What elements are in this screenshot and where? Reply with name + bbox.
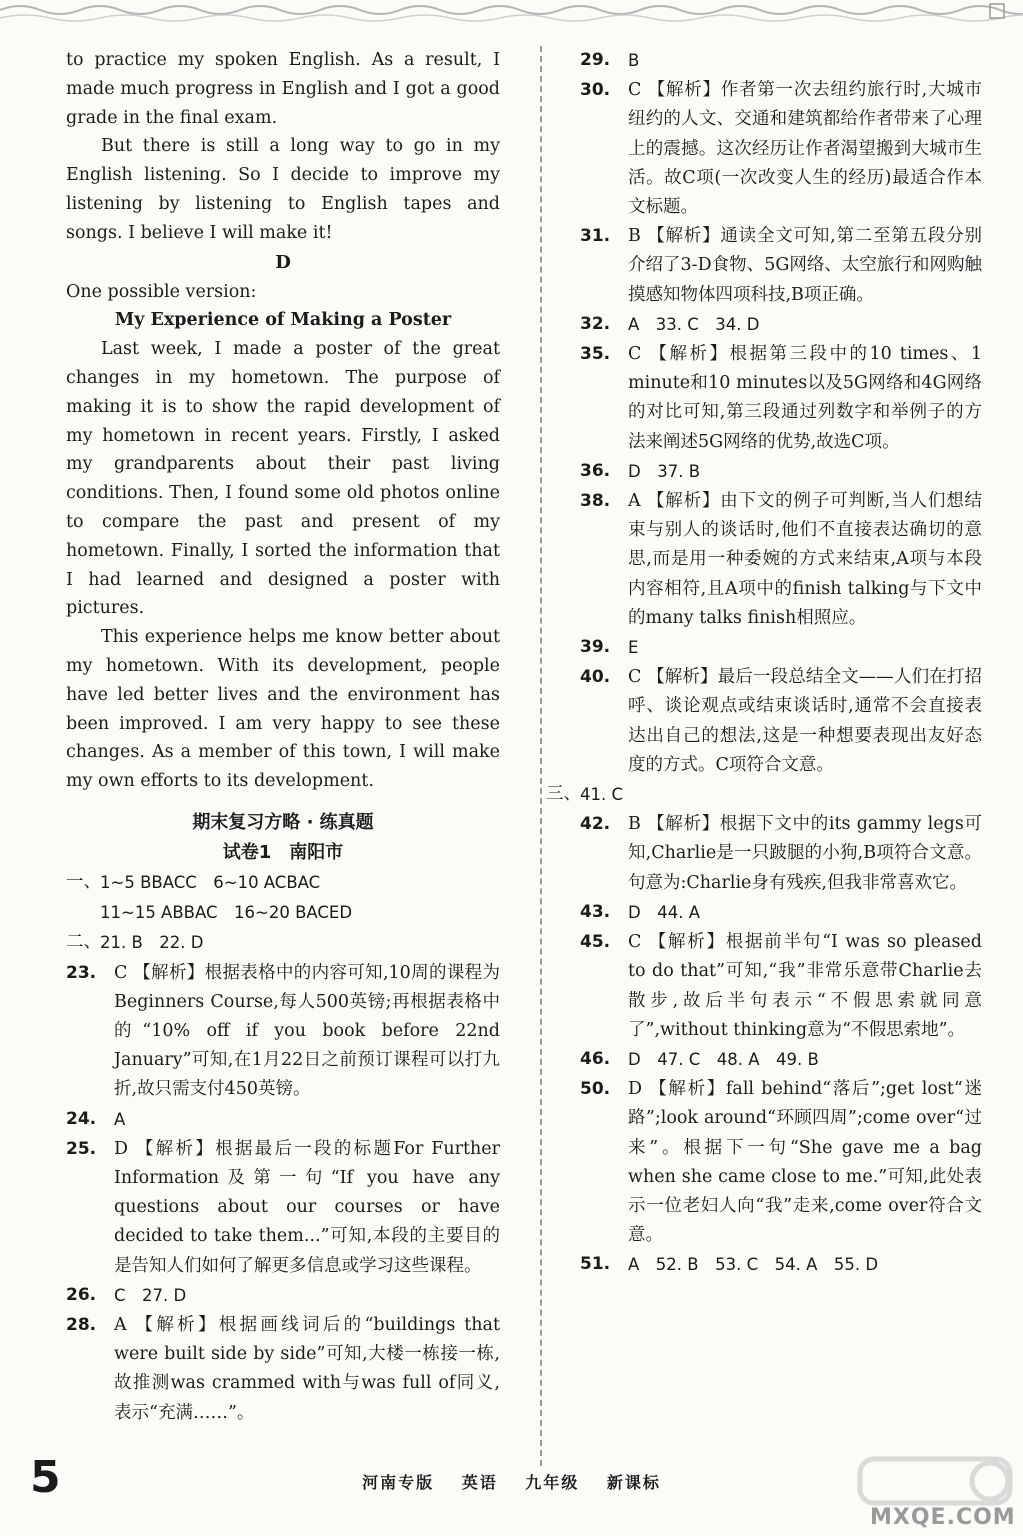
footer-curriculum: 新课标 (606, 1473, 661, 1492)
footer-edition: 河南专版 (362, 1473, 435, 1492)
item-text: D 47. C 48. A 49. B (628, 1049, 819, 1069)
top-decorative-border (0, 0, 1023, 28)
item-text: A 52. B 53. C 54. A 55. D (628, 1255, 879, 1275)
item-text: C 【解析】最后一段总结全文——人们在打招呼、谈论观点或结束谈话时,通常不会直接表达出自己的想法,这是一种想要表现出友好态度的方式。C项符合文意。 (628, 667, 982, 775)
answer-item-28 (66, 1311, 500, 1428)
answer-item-51 (580, 1250, 982, 1280)
answer-item-29 (580, 46, 982, 76)
item-number: 42. (580, 814, 611, 835)
item-text: A 【解析】根据画线词后的“buildings that were built side by side”可知,大楼一栋接一栋,故推测was crammed with与was full of同义,表示“充满……”。 (114, 1314, 500, 1423)
section-marker: 三、 (546, 784, 581, 805)
version-label: One possible version: (66, 281, 257, 302)
item-text: C 【解析】根据前半句“I was so pleased to do that”可知,“我”非常乐意带Charlie去散步,故后半句表示“不假思索就同意了”,without thinking意为“不假思索地”。 (628, 932, 982, 1040)
item-text: D 37. B (628, 461, 701, 481)
essay-paragraph-4: This experience helps me know better about my hometown. With its development, people have led better lives and the environment has been improved. I am very happy to see these changes. As a member of this town, I will make my own efforts to its development. (66, 627, 500, 792)
item-text: D 【解析】fall behind“落后”;get lost“迷路”;look around“环顾四周”;come over“过来”。根据下一句“She gave me a bag when she came close to me.”可知,此处表示一位老妇人向“我”走来,come over符合文意。 (628, 1079, 982, 1246)
item-text: B 【解析】根据下文中的its gammy legs可知,Charlie是一只跛腿的小狗,B项符合文意。句意为:Charlie身有残疾,但我非常喜欢它。 (628, 814, 982, 893)
answer-item-32 (580, 310, 982, 340)
answer-row-section-2 (66, 928, 500, 958)
item-text: B (628, 51, 640, 70)
item-number: 38. (580, 491, 611, 512)
item-text: A 【解析】由下文的例子可判断,当人们想结束与别人的谈话时,他们不直接表达确切的意思,而是用一种委婉的方式来结束,A项与本段内容相符,且A项中的finish talking与下文中的many talks finish相照应。 (628, 491, 982, 628)
section-heading-d: D (275, 251, 291, 273)
item-text: D 44. A (628, 902, 700, 922)
essay-title: My Experience of Making a Poster (114, 310, 452, 331)
item-number: 32. (580, 313, 611, 334)
answer-text: 41. C (580, 785, 624, 805)
answer-item-42 (580, 810, 982, 898)
section-marker: 一、 (66, 871, 101, 892)
watermark-site: MXQE.COM (870, 1505, 1016, 1530)
item-text: A 33. C 34. D (628, 314, 760, 334)
item-number: 46. (580, 1048, 611, 1069)
essay-paragraph-3: Last week, I made a poster of the great changes in my hometown. The purpose of making it is to show the rapid development of my hometown in recent years. Firstly, I asked my grandparents about their past living conditions. Then, I found some old photos online to compare the past and present of my hometown. Finally, I sorted the information that I had learned and designed a poster with pictures. (66, 339, 500, 619)
section-marker: 二、 (66, 932, 101, 953)
item-text: C 【解析】根据表格中的内容可知,10周的课程为Beginners Course,每人500英镑;再根据表格中的“10% off if you book before 22nd January”可知,在1月22日之前预订课程可以打九折,故只需支付450英镑。 (114, 962, 500, 1100)
answer-row-section-1b (66, 898, 500, 928)
answer-item-26 (66, 1281, 500, 1311)
answer-item-35 (580, 340, 982, 457)
answer-item-46 (580, 1045, 982, 1075)
answer-row-section-3 (546, 780, 982, 810)
item-number: 23. (66, 962, 97, 983)
item-number: 30. (580, 80, 611, 101)
item-number: 35. (580, 344, 611, 365)
answer-text: 21. B 22. D (100, 933, 204, 953)
item-number: 31. (580, 226, 611, 247)
item-number: 40. (580, 667, 611, 688)
item-number: 24. (66, 1108, 97, 1129)
item-number: 45. (580, 932, 611, 953)
section-subtitle: 试卷1 南阳市 (222, 841, 344, 863)
item-text: D 【解析】根据最后一段的标题For Further Information及第一句“If you have any questions about our courses or have decided to take them...”可知,本段的主要目的是告知人们如何了解更多信息或学习这些课程。 (114, 1138, 500, 1276)
item-text: C 27. D (114, 1285, 187, 1305)
right-column (546, 46, 982, 1281)
column-divider (540, 46, 542, 1466)
item-text: C 【解析】根据第三段中的10 times、1 minute和10 minutes以及5G网络和4G网络的对比可知,第三段通过列数字和举例子的方法来阐述5G网络的优势,故选C项。 (628, 344, 982, 452)
answer-item-36 (580, 457, 982, 487)
answer-item-50 (580, 1075, 982, 1250)
essay-paragraph-1: to practice my spoken English. As a result, I made much progress in English and I got a good grade in the final exam. (66, 50, 500, 128)
answer-item-30 (580, 76, 982, 222)
answer-item-23 (66, 959, 500, 1105)
page-number: 5 (30, 1452, 61, 1503)
answer-item-45 (580, 928, 982, 1045)
section-title: 期末复习方略 · 练真题 (192, 811, 374, 833)
item-number: 29. (580, 50, 611, 70)
item-number: 25. (66, 1138, 97, 1159)
answer-item-24 (66, 1105, 500, 1135)
answer-text: 11~15 ABBAC 16~20 BACED (100, 903, 353, 923)
item-number: 51. (580, 1254, 611, 1275)
footer-grade: 九年级 (525, 1473, 580, 1492)
footer-subject: 英语 (461, 1473, 498, 1492)
item-number: 28. (66, 1314, 97, 1335)
item-text: E (628, 638, 639, 658)
answer-text: 1~5 BBACC 6~10 ACBAC (100, 872, 321, 892)
item-number: 39. (580, 637, 611, 658)
item-number: 36. (580, 460, 611, 481)
essay-paragraph-2: But there is still a long way to go in my English listening. So I decide to improve my listening by listening to English tapes and songs. I believe I will make it! (66, 136, 500, 243)
item-number: 50. (580, 1079, 611, 1100)
item-text: C 【解析】作者第一次去纽约旅行时,大城市纽约的人文、交通和建筑都给作者带来了心理上的震撼。这次经历让作者渴望搬到大城市生活。故C项(一次改变人生的经历)最适合作本文标题。 (628, 80, 982, 218)
item-number: 43. (580, 901, 611, 922)
item-text: A (114, 1109, 126, 1129)
answer-item-31 (580, 222, 982, 310)
answer-item-40 (580, 663, 982, 780)
item-number: 26. (66, 1284, 97, 1305)
answer-item-39 (580, 633, 982, 663)
answer-item-43 (580, 898, 982, 928)
answer-row-section-1 (66, 868, 500, 898)
answer-item-25 (66, 1135, 500, 1281)
answer-item-38 (580, 487, 982, 633)
item-text: B 【解析】通读全文可知,第二至第五段分别介绍了3-D食物、5G网络、太空旅行和网购触摸感知物体四项科技,B项正确。 (628, 226, 982, 305)
left-column (66, 46, 500, 1428)
